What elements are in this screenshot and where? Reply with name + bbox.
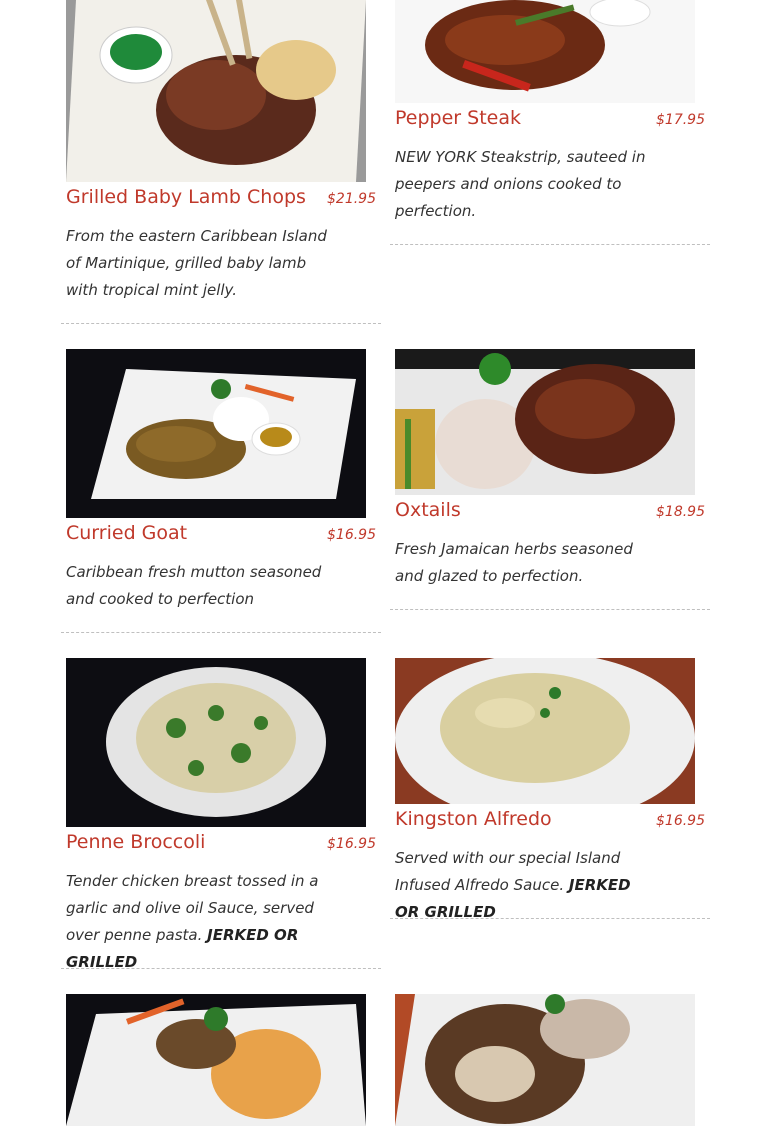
oxtails-name[interactable]: Oxtails (395, 499, 461, 521)
pepper-steak-desc: NEW YORK Steakstrip, sauteed in peepers and onions cooked to perfection. (395, 148, 646, 220)
curried-goat-price: $16.95 (327, 527, 376, 543)
divider (390, 244, 710, 245)
kingston-alfredo-desc-text: Served with our special Island Infused Alfredo Sauce. (395, 849, 621, 894)
chicken-dish-photo[interactable] (66, 994, 366, 1126)
pepper-steak-name[interactable]: Pepper Steak (395, 107, 521, 129)
kingston-alfredo-desc (395, 845, 660, 926)
menu-item-penne-broccoli (66, 658, 376, 978)
divider (61, 632, 381, 633)
pepper-steak-photo[interactable] (395, 0, 695, 103)
penne-broccoli-name[interactable]: Penne Broccoli (66, 831, 206, 853)
oxtails-price: $18.95 (656, 504, 705, 520)
menu-item-oxtails (395, 349, 705, 619)
penne-broccoli-desc (66, 868, 331, 976)
pepper-steak-price: $17.95 (656, 112, 705, 128)
lamb-chops-price: $21.95 (327, 191, 376, 207)
oxtails-photo[interactable] (395, 349, 695, 495)
lamb-chops-photo[interactable] (66, 0, 366, 182)
menu-item-kingston-alfredo (395, 658, 705, 928)
divider (390, 609, 710, 610)
menu-item-lamb-chops (66, 0, 376, 330)
kingston-alfredo-name[interactable]: Kingston Alfredo (395, 808, 552, 830)
penne-broccoli-photo[interactable] (66, 658, 366, 827)
divider (61, 323, 381, 324)
menu-item-curried-goat (66, 349, 376, 639)
curried-goat-name[interactable]: Curried Goat (66, 522, 188, 544)
kingston-alfredo-price: $16.95 (656, 813, 705, 829)
penne-broccoli-note: JERKED OR GRILLED (66, 926, 299, 971)
divider (61, 968, 381, 969)
curried-goat-desc: Caribbean fresh mutton seasoned and cooked to perfection (66, 563, 322, 608)
penne-broccoli-desc-text: Tender chicken breast tossed in a garlic and olive oil Sauce, served over penne pasta. (66, 872, 319, 944)
kingston-alfredo-photo[interactable] (395, 658, 695, 804)
menu-item-row4-right (395, 994, 705, 1126)
lamb-chops-desc: From the eastern Caribbean Island of Martinique, grilled baby lamb with tropical mint jelly. (66, 227, 327, 299)
divider (390, 918, 710, 919)
menu-item-row4-left (66, 994, 376, 1126)
jerk-chicken-photo[interactable] (395, 994, 695, 1126)
menu-item-pepper-steak (395, 0, 705, 250)
lamb-chops-name[interactable]: Grilled Baby Lamb Chops (66, 186, 306, 208)
kingston-alfredo-note: JERKED OR GRILLED (395, 876, 631, 921)
penne-broccoli-price: $16.95 (327, 836, 376, 852)
curried-goat-photo[interactable] (66, 349, 366, 518)
oxtails-desc: Fresh Jamaican herbs seasoned and glazed to perfection. (395, 540, 633, 585)
